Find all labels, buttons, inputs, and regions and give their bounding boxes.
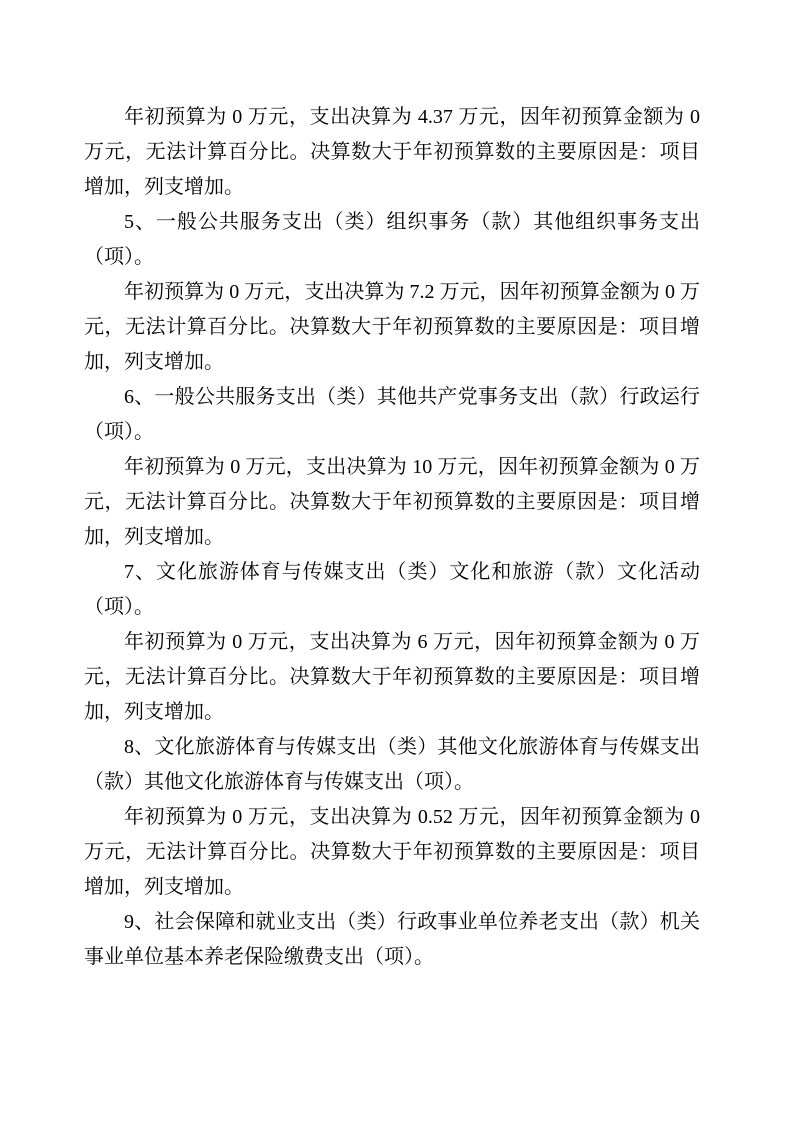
para-budget-note-item7: 年初预算为 0 万元，支出决算为 6 万元，因年初预算金额为 0 万元，无法计算百分比。决算数大于年初预算数的主要原因是：项目增加，列支增加。 — [84, 631, 700, 723]
para-item-9: 9、社会保障和就业支出（类）行政事业单位养老支出（款）机关事业单位基本养老保险缴费支出（项）。 — [84, 911, 700, 968]
document-text-block — [84, 100, 700, 975]
para-budget-note-item8: 年初预算为 0 万元，支出决算为 0.52 万元，因年初预算金额为 0 万元，无法计算百分比。决算数大于年初预算数的主要原因是：项目增加，列支增加。 — [84, 806, 700, 898]
para-budget-note-item4: 年初预算为 0 万元，支出决算为 4.37 万元，因年初预算金额为 0 万元，无法计算百分比。决算数大于年初预算数的主要原因是：项目增加，列支增加。 — [84, 106, 700, 198]
para-item-6: 6、一般公共服务支出（类）其他共产党事务支出（款）行政运行（项）。 — [84, 386, 700, 443]
para-item-7: 7、文化旅游体育与传媒支出（类）文化和旅游（款）文化活动（项）。 — [84, 561, 700, 618]
para-item-5: 5、一般公共服务支出（类）组织事务（款）其他组织事务支出（项）。 — [84, 211, 700, 268]
para-item-8: 8、文化旅游体育与传媒支出（类）其他文化旅游体育与传媒支出（款）其他文化旅游体育与传媒支出（项）。 — [84, 736, 700, 793]
para-budget-note-item6: 年初预算为 0 万元，支出决算为 10 万元，因年初预算金额为 0 万元，无法计算百分比。决算数大于年初预算数的主要原因是：项目增加，列支增加。 — [84, 456, 700, 548]
para-budget-note-item5: 年初预算为 0 万元，支出决算为 7.2 万元，因年初预算金额为 0 万元，无法计算百分比。决算数大于年初预算数的主要原因是：项目增加，列支增加。 — [84, 281, 700, 373]
